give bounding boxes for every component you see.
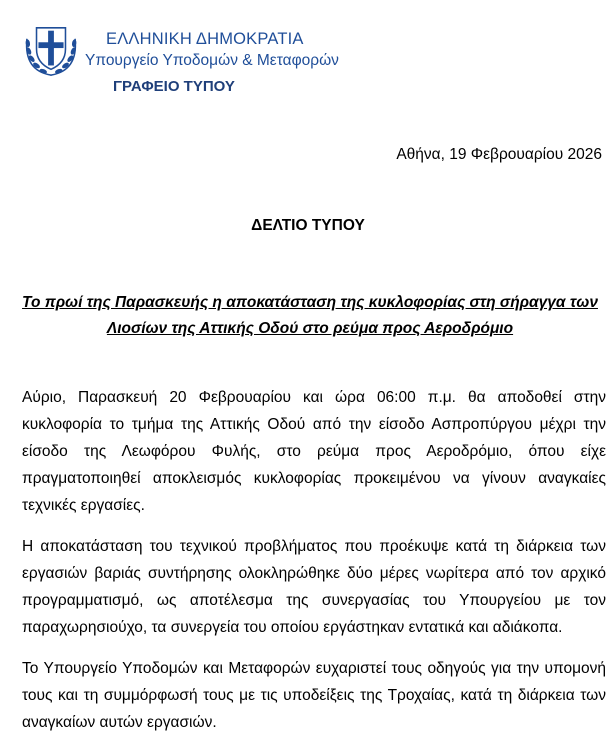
- body-paragraph: Το Υπουργείο Υποδομών και Μεταφορών ευχαριστεί τους οδηγούς για την υπομονή τους και τη συμμόρφωσή τους με τις υποδείξεις της Τροχαίας, κατά τη διάρκεια των αναγκαίων αυτών εργασιών.: [22, 660, 606, 731]
- document-date: Αθήνα, 19 Φεβρουαρίου 2026: [396, 146, 602, 163]
- agency-name: ΕΛΛΗΝΙΚΗ ΔΗΜΟΚΡΑΤΙΑ: [106, 30, 304, 48]
- letterhead: [22, 20, 362, 100]
- body-paragraph: Η αποκατάσταση του τεχνικού προβλήματος που προέκυψε κατά τη διάρκεια των εργασιών βαριάς συντήρησης ολοκληρώθηκε δύο μέρες νωρίτερα από τον αρχικό προγραμματισμό, ως αποτέλεσμα της συνεργασίας του Υπουργείου με τον παραχωρησιούχο, τα συνεργεία του οποίου εργάστηκαν εντατικά και αδιάκοπα.: [22, 538, 606, 636]
- press-release-headline: Το πρωί της Παρασκευής η αποκατάσταση της κυκλοφορίας στη σήραγγα των Λιοσίων της Αττικής Οδού στο ρεύμα προς Αεροδρόμιο: [22, 294, 598, 337]
- body-paragraph: Αύριο, Παρασκευή 20 Φεβρουαρίου και ώρα 06:00 π.μ. θα αποδοθεί στην κυκλοφορία το τμήμα της Αττικής Οδού από την είσοδο Ασπροπύργου μέχρι την είσοδο της Λεωφόρου Φυλής, στο ρεύμα προς Αεροδρόμιο, όπου είχε πραγματοποιηθεί αποκλεισμός κυκλοφορίας προκειμένου να γίνουν αναγκαίες τεχνικές εργασίες.: [22, 389, 606, 514]
- press-release-body: [22, 384, 606, 750]
- ministry-name: Υπουργείο Υποδομών & Μεταφορών: [85, 52, 339, 69]
- greek-coat-of-arms-icon: [22, 22, 80, 78]
- press-office-label: ΓΡΑΦΕΙΟ ΤΥΠΟΥ: [113, 78, 235, 95]
- document-type-heading: ΔΕΛΤΙΟ ΤΥΠΟΥ: [251, 217, 365, 234]
